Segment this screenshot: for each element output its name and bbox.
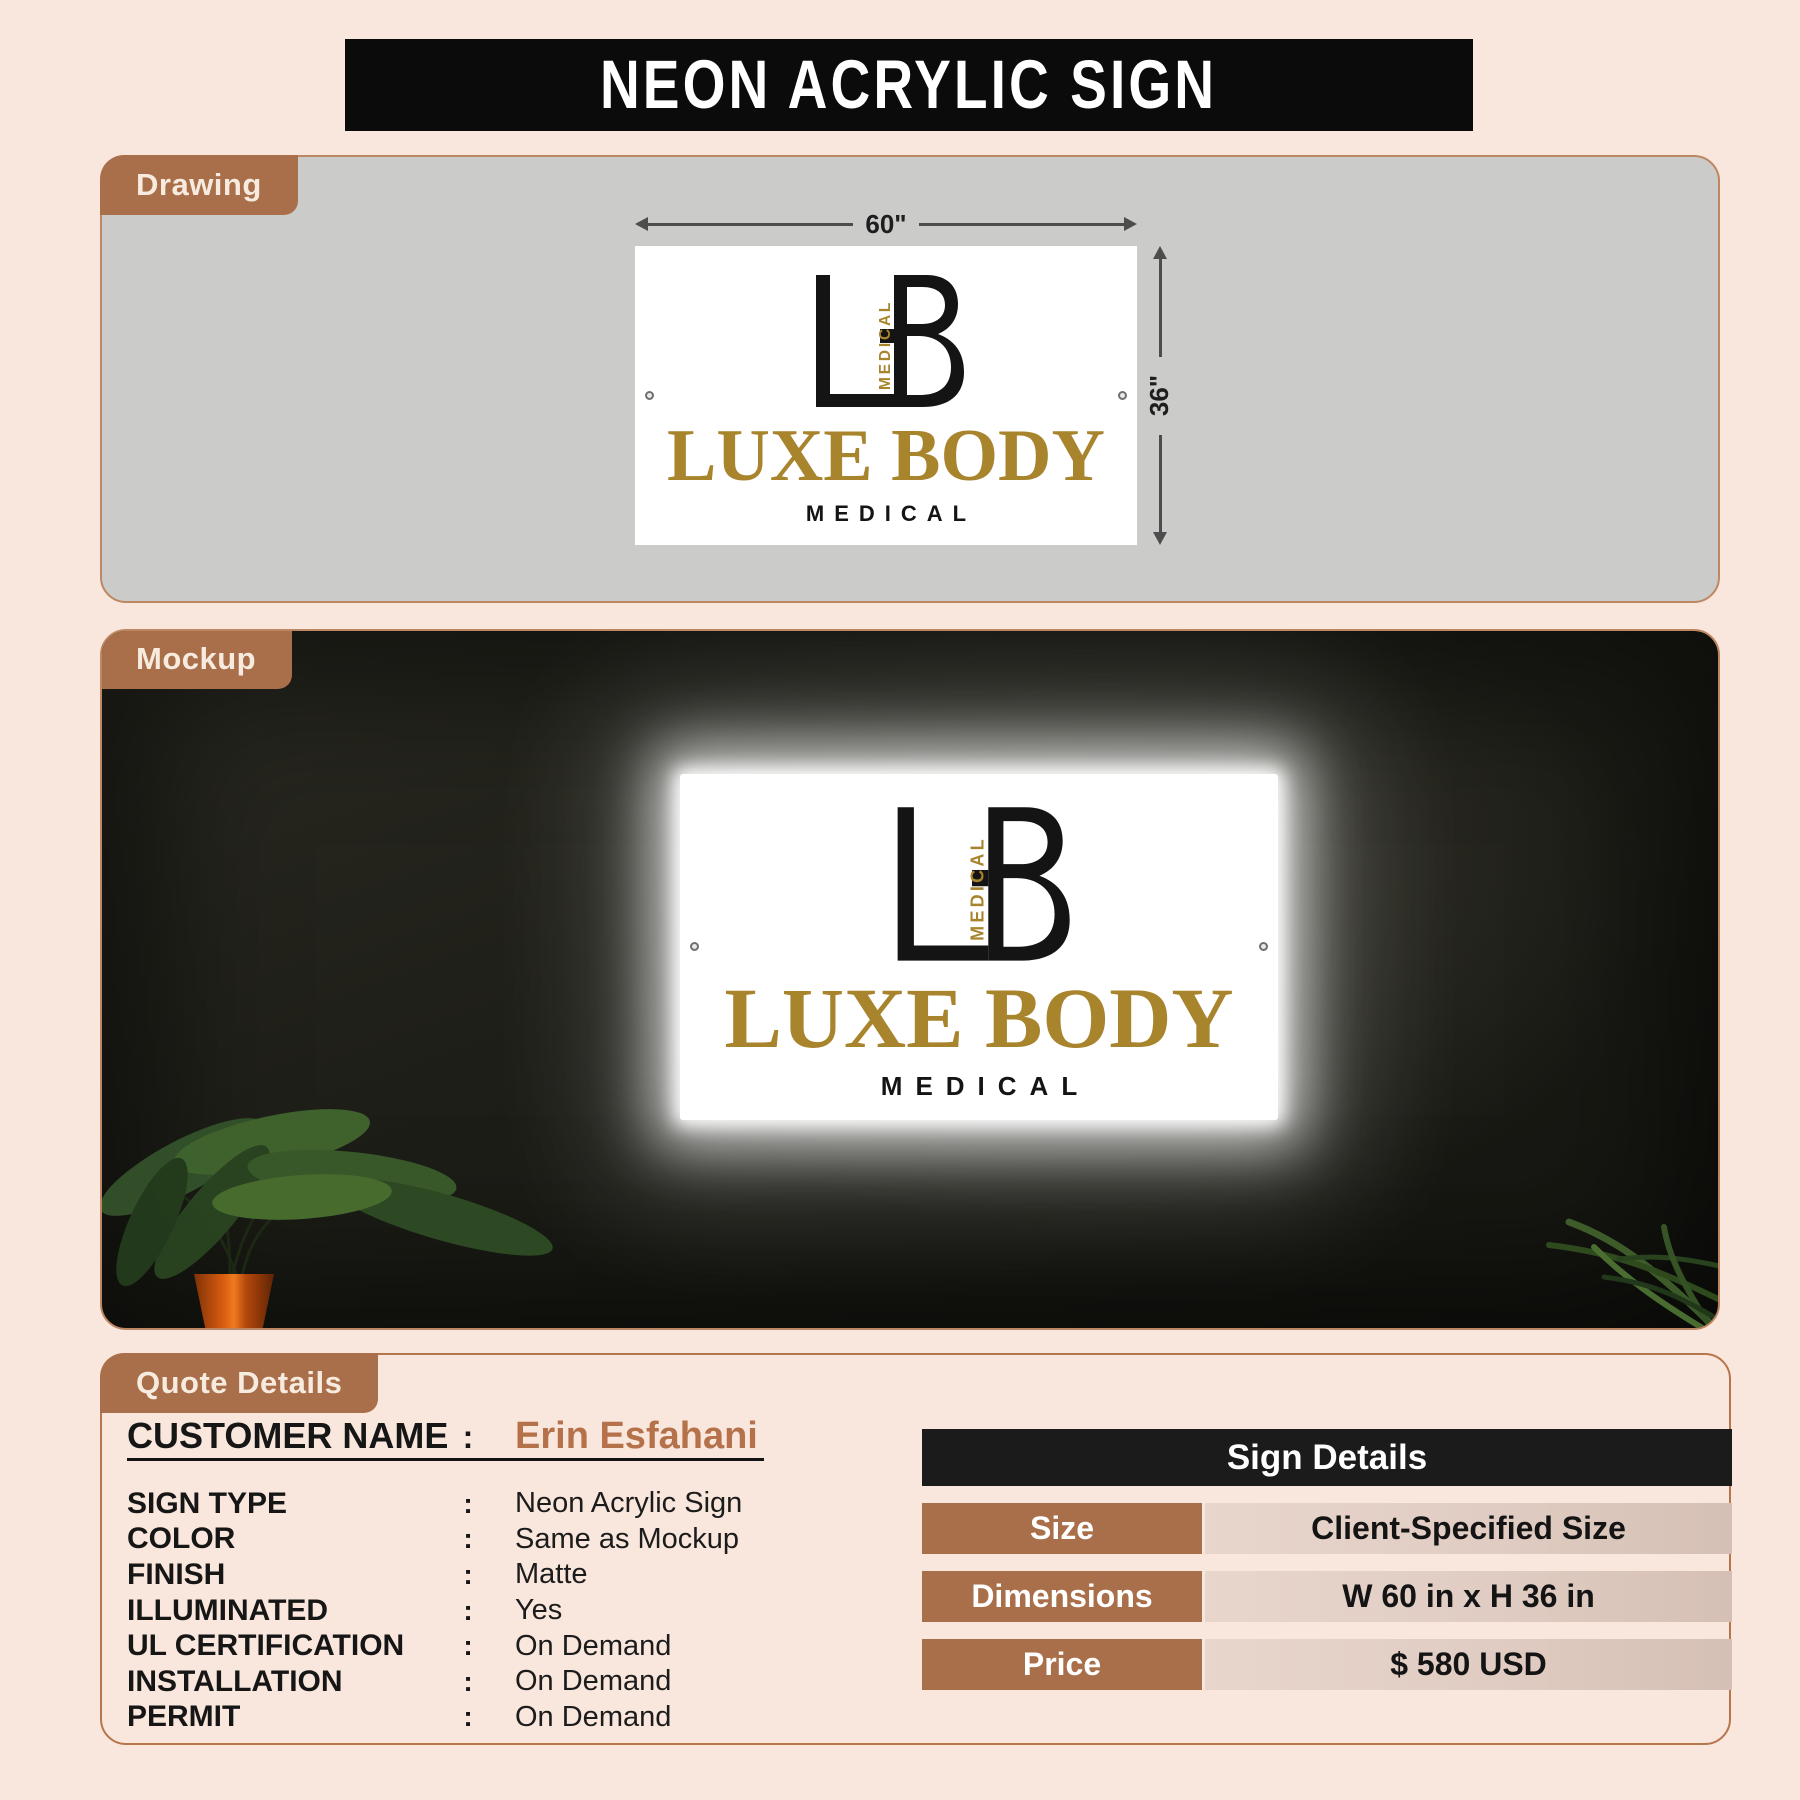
arrow-right-icon: [1124, 217, 1137, 231]
mounting-screw-icon: [690, 942, 699, 951]
tagline: MEDICAL: [880, 1071, 1091, 1101]
customer-name-value: Erin Esfahani: [515, 1415, 758, 1457]
quote-row: [127, 1522, 887, 1558]
separator: :: [463, 1630, 473, 1662]
separator: :: [463, 1701, 473, 1733]
quote-row-label: ILLUMINATED: [127, 1593, 329, 1627]
table-row-label: Dimensions: [922, 1571, 1202, 1622]
drawing-panel: [100, 155, 1720, 603]
sign-details-header: [922, 1429, 1732, 1486]
separator: :: [463, 1594, 473, 1626]
quote-row-label: PERMIT: [127, 1700, 241, 1734]
sign-details-rows: [922, 1503, 1732, 1690]
sign-mockup-preview: [680, 774, 1278, 1120]
separator: :: [463, 1665, 473, 1697]
separator: :: [463, 1558, 473, 1590]
quote-row-label: COLOR: [127, 1522, 236, 1556]
table-row-value: W 60 in x H 36 in: [1205, 1571, 1732, 1622]
quote-row-value: On Demand: [515, 1665, 672, 1698]
customer-name-row: [127, 1415, 758, 1458]
page-title: NEON ACRYLIC SIGN: [600, 46, 1218, 124]
mockup-tab: [100, 629, 292, 689]
quote-row-value: On Demand: [515, 1700, 672, 1733]
fern-plant-icon: [100, 1082, 692, 1330]
quote-row: [127, 1593, 887, 1629]
lb-monogram-icon: [886, 806, 1072, 963]
width-dimension: [635, 208, 1137, 239]
mounting-screw-icon: [1259, 942, 1268, 951]
sign-drawing-preview: [635, 246, 1137, 545]
width-dimension-label: 60": [865, 208, 907, 239]
mockup-tab-label: Mockup: [136, 641, 257, 676]
quote-row: [127, 1557, 887, 1593]
quote-details-panel: [100, 1353, 1731, 1745]
arrow-down-icon: [1153, 532, 1167, 545]
mounting-screw-icon: [1118, 391, 1127, 400]
grass-plant-icon: [1324, 1117, 1720, 1330]
mockup-panel: [100, 629, 1720, 1330]
divider: [127, 1458, 764, 1461]
height-dimension: [1144, 246, 1175, 545]
separator: :: [462, 1419, 474, 1455]
quote-details-tab-label: Quote Details: [136, 1365, 343, 1400]
table-row-label: Price: [922, 1639, 1202, 1690]
table-row: [922, 1571, 1732, 1622]
table-row-value: $ 580 USD: [1205, 1639, 1732, 1690]
quote-row-value: Neon Acrylic Sign: [515, 1487, 743, 1520]
separator: :: [463, 1487, 473, 1519]
quote-row: [127, 1664, 887, 1700]
wordmark: LUXE BODY: [667, 415, 1105, 497]
quote-row: [127, 1700, 887, 1736]
customer-name-label: CUSTOMER NAME: [127, 1415, 449, 1456]
title-banner: [345, 39, 1473, 131]
table-row: [922, 1639, 1732, 1690]
mounting-screw-icon: [645, 391, 654, 400]
table-row-label: Size: [922, 1503, 1202, 1554]
quote-row-label: INSTALLATION: [127, 1664, 343, 1698]
quote-row: [127, 1486, 887, 1522]
quote-row-label: FINISH: [127, 1557, 226, 1591]
monogram-vertical-text: MEDICAL: [877, 299, 894, 390]
wordmark: LUXE BODY: [724, 970, 1234, 1066]
lb-monogram-icon: [806, 274, 966, 409]
quote-row-value: Yes: [515, 1594, 563, 1627]
arrow-left-icon: [635, 217, 648, 231]
quote-row: [127, 1628, 887, 1664]
drawing-tab: [100, 155, 298, 215]
quote-row-value: Same as Mockup: [515, 1522, 740, 1555]
separator: :: [463, 1523, 473, 1555]
quote-row-label: SIGN TYPE: [127, 1486, 288, 1520]
monogram-vertical-text: MEDICAL: [967, 836, 988, 941]
quote-row-value: On Demand: [515, 1629, 672, 1662]
quote-row-value: Matte: [515, 1558, 588, 1591]
sign-details-title: Sign Details: [1226, 1437, 1428, 1477]
height-dimension-label: 36": [1144, 374, 1175, 417]
table-row-value: Client-Specified Size: [1205, 1503, 1732, 1554]
tagline: MEDICAL: [805, 501, 977, 526]
arrow-up-icon: [1153, 246, 1167, 259]
quote-details-tab: [100, 1353, 378, 1413]
quote-rows: [127, 1486, 887, 1735]
quote-row-label: UL CERTIFICATION: [127, 1629, 405, 1663]
drawing-tab-label: Drawing: [136, 167, 262, 202]
sign-details-table: [922, 1429, 1732, 1690]
table-row: [922, 1503, 1732, 1554]
